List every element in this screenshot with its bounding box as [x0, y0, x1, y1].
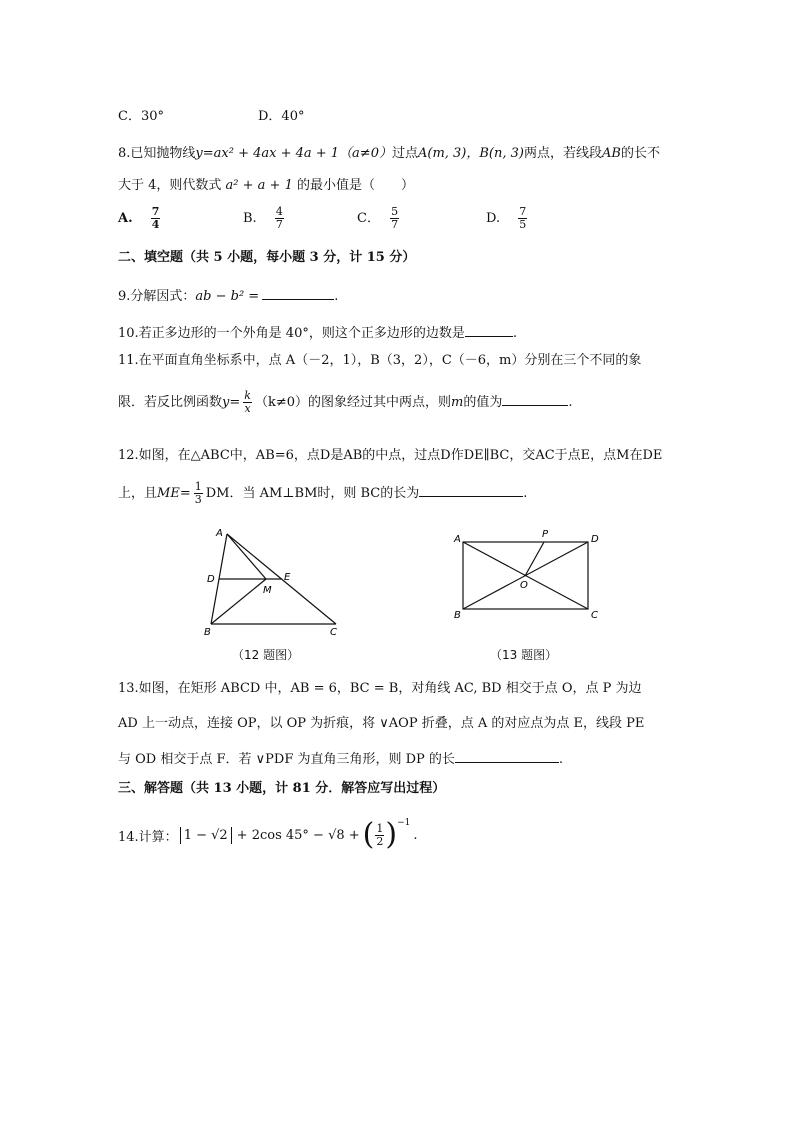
- section3-heading: 三、解答题（共 13 小题，计 81 分．解答应写出过程）: [118, 781, 446, 796]
- q13-answer-blank[interactable]: [455, 748, 559, 763]
- q8-line1: 8.已知抛物线y=ax² + 4ax + 4a + 1（a≠0）过点A(m, 3)，B(n, 3)两点，若线段AB的长不: [118, 146, 660, 161]
- figure-12: [196, 522, 356, 640]
- fig12-label-a: A: [216, 528, 223, 539]
- fig13-caption: （13 题图）: [490, 648, 558, 662]
- q8-option-c-fraction: $\frac{5}{7}$: [391, 205, 399, 231]
- q13-line1: 13.如图，在矩形 ABCD 中，AB = 6，BC = B，对角线 AC, BD 相交于点 O，点 P 为边: [118, 681, 642, 696]
- fig12-caption: （12 题图）: [232, 648, 300, 662]
- q8-option-a: A. $\frac{7}{4}$: [118, 205, 160, 231]
- fig12-segment-bm: [211, 579, 266, 624]
- q9-answer-blank[interactable]: [262, 285, 334, 300]
- q12-line1: 12.如图，在△ABC中，AB=6，点D是AB的中点，过点D作DE∥BC，交AC于点E，点M在DE: [118, 448, 663, 463]
- fig13-label-c: C: [591, 610, 598, 621]
- fig12-segment-am: [227, 534, 266, 579]
- q7-option-d: D．40°: [258, 109, 305, 124]
- q8-option-b-fraction: $\frac{4}{7}$: [275, 205, 283, 231]
- q13-line3: 与 OD 相交于点 F．若 ∨PDF 为直角三角形，则 DP 的长 .: [118, 748, 563, 769]
- fig12-label-e: E: [284, 572, 291, 583]
- q11-k-over-x: $\frac{k}{x}$: [244, 389, 251, 415]
- fig12-label-b: B: [204, 627, 211, 638]
- section2-heading: 二、填空题（共 5 小题，每小题 3 分，计 15 分）: [118, 250, 416, 265]
- q14-right-paren: ): [385, 817, 398, 852]
- q11-line2: 限．若反比例函数y= $\frac{k}{x}$ （k≠0）的图象经过其中两点，则m的值为 .: [118, 389, 573, 415]
- q12-line2: 上，且ME= $\frac{1}{3}$ DM．当 AM⊥BM时，则 BC的长为 .: [118, 480, 528, 506]
- q12-one-third: $\frac{1}{3}$: [194, 480, 202, 506]
- q13-line2: AD 上一动点，连接 OP，以 OP 为折痕，将 ∨AOP 折叠，点 A 的对应点为点 E，线段 PE: [118, 716, 645, 731]
- q11-line1: 11.在平面直角坐标系中，点 A（－2，1），B（3，2），C（－6，m）分别在三个不同的象: [118, 353, 642, 368]
- q14-exponent: −1: [397, 818, 411, 828]
- q8-option-a-fraction: $\frac{7}{4}$: [151, 205, 160, 231]
- q7-option-c: C．30°: [118, 109, 164, 124]
- fig13-label-b: B: [454, 610, 461, 621]
- fig12-label-m: M: [263, 585, 272, 596]
- fig12-label-c: C: [330, 627, 337, 638]
- q12-answer-blank[interactable]: [419, 482, 523, 497]
- q11-answer-blank[interactable]: [502, 391, 568, 406]
- q8-line2: 大于 4，则代数式 a² + a + 1 的最小值是（ ）: [118, 178, 415, 193]
- q14-absolute-value: 1 − √2: [180, 827, 232, 844]
- fig12-label-d: D: [207, 574, 215, 585]
- q8-option-c: C． $\frac{5}{7}$: [357, 205, 399, 231]
- fig13-label-p: P: [542, 529, 549, 540]
- q14-one-half: $\frac{1}{2}$: [376, 821, 384, 848]
- q8-option-d-fraction: $\frac{7}{5}$: [519, 205, 527, 231]
- fig13-label-a: A: [454, 534, 461, 545]
- q14-line: 14.计算： 1 − √2 + 2cos 45° − √8 + ( $\frac{1}{2}$ ) −1 .: [118, 817, 418, 852]
- q10-answer-blank[interactable]: [465, 322, 513, 337]
- q9-line: 9.分解因式：ab − b² = .: [118, 285, 338, 306]
- q8-option-b: B. $\frac{4}{7}$: [243, 205, 283, 231]
- q10-line: 10.若正多边形的一个外角是 40°，则这个正多边形的边数是 .: [118, 322, 517, 343]
- q14-left-paren: (: [362, 817, 375, 852]
- figure-13: [450, 526, 606, 626]
- q8-option-d: D. $\frac{7}{5}$: [486, 205, 527, 231]
- fig13-label-d: D: [591, 534, 599, 545]
- fig13-label-o: O: [520, 580, 528, 591]
